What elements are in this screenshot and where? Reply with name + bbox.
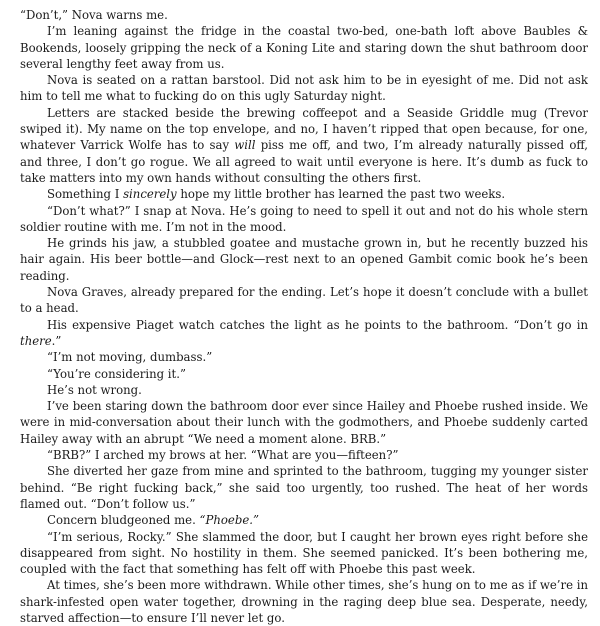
paragraph bbox=[20, 512, 588, 528]
paragraph bbox=[20, 382, 588, 398]
paragraph bbox=[20, 447, 588, 463]
paragraph bbox=[20, 529, 588, 578]
italic-text: sincerely bbox=[123, 187, 177, 202]
text-run: “Don’t what?” I snap at Nova. He’s going to need to spell it out and not do his whole stern soldier routine with me. I’m not in the mood. bbox=[20, 203, 588, 234]
text-run: “I’m not moving, dumbass.” bbox=[47, 350, 213, 365]
text-run: “Don’t,” Nova warns me. bbox=[20, 8, 168, 22]
paragraph bbox=[20, 317, 588, 350]
text-run: I’ve been staring down the bathroom door ever since Hailey and Phoebe rushed inside. We were in mid-conversation about their lunch with the godmothers, and Phoebe suddenly carted Hailey away with an abrupt “We need a moment alone. BRB.” bbox=[20, 399, 588, 446]
paragraph bbox=[20, 284, 588, 317]
text-run: Concern bludgeoned me. bbox=[47, 513, 200, 528]
text-run: I’m leaning against the fridge in the coastal two-bed, one-bath loft above Baubles & Bookends, loosely gripping the neck of a Koning Lite and staring down the shut bathroom door several lengthy feet away from us. bbox=[20, 24, 588, 71]
paragraph bbox=[20, 235, 588, 284]
text-run: She diverted her gaze from mine and sprinted to the bathroom, tugging my younger sister behind. “Be right fucking back,” she said too urgently, too rushed. The heat of her words flamed out. “Don’t follow us.” bbox=[20, 464, 588, 511]
text-run: Nova Graves, already prepared for the ending. Let’s hope it doesn’t conclude with a bullet to a head. bbox=[20, 285, 588, 316]
italic-text: there bbox=[20, 333, 52, 348]
paragraph bbox=[20, 23, 588, 72]
paragraph bbox=[20, 7, 588, 23]
paragraph bbox=[20, 186, 588, 202]
text-run: “You’re considering it.” bbox=[47, 366, 186, 381]
italic-text: will bbox=[234, 138, 256, 153]
text-run: “I’m serious, Rocky.” She slammed the door, but I caught her brown eyes right before she disappeared from sight. No hostility in them. She seemed panicked. It’s been bothering me, coupled with the fact that something has felt off with Phoebe this past week. bbox=[20, 529, 588, 577]
paragraph bbox=[20, 105, 588, 186]
paragraph bbox=[20, 203, 588, 236]
text-run: .” bbox=[51, 333, 62, 348]
paragraph bbox=[20, 72, 588, 105]
text-run: Nova is seated on a rattan barstool. Did not ask him to be in eyesight of me. Did not ask him to tell me what to fucking do on this ugly Saturday night. bbox=[20, 73, 588, 104]
paragraph bbox=[20, 349, 588, 365]
paragraph bbox=[20, 398, 588, 447]
text-run: “BRB?” I arched my brows at her. “What are you—fifteen?” bbox=[47, 448, 399, 463]
paragraph bbox=[20, 577, 588, 626]
text-run: He grinds his jaw, a stubbled goatee and mustache grown in, but he recently buzzed his hair again. His beer bottle—and Glock—rest next to an opened Gambit comic book he’s been reading. bbox=[20, 236, 588, 283]
italic-text: “Phoebe.” bbox=[199, 513, 259, 528]
paragraph bbox=[20, 366, 588, 382]
text-run: piss me off, and two, I’m already naturally pissed off, and three, I don’t go rogue. We all agreed to wait until everyone is here. It’s dumb as fuck to take matters into my own hands without consulting the others first. bbox=[20, 138, 588, 185]
text-run: At times, she’s been more withdrawn. While other times, she’s hung on to me as if we’re in shark-infested open water together, drowning in the raging deep blue sea. Desperate, needy, starved affection—to ensure I’ll never let go. bbox=[20, 578, 588, 625]
text-run: hope my little brother has learned the past two weeks. bbox=[176, 187, 506, 202]
text-run: He’s not wrong. bbox=[47, 382, 142, 397]
paragraph bbox=[20, 463, 588, 512]
text-run: Something I bbox=[47, 187, 124, 202]
text-run: Letters are stacked beside the brewing coffeepot and a Seaside Griddle mug (Trevor swiped it). My name on the top envelope, and no, I haven’t ripped that open because, for one, whatever Varrick Wolfe has to say bbox=[20, 105, 588, 153]
text-run: His expensive Piaget watch catches the light as he points to the bathroom. “Don’t go in bbox=[47, 317, 588, 332]
